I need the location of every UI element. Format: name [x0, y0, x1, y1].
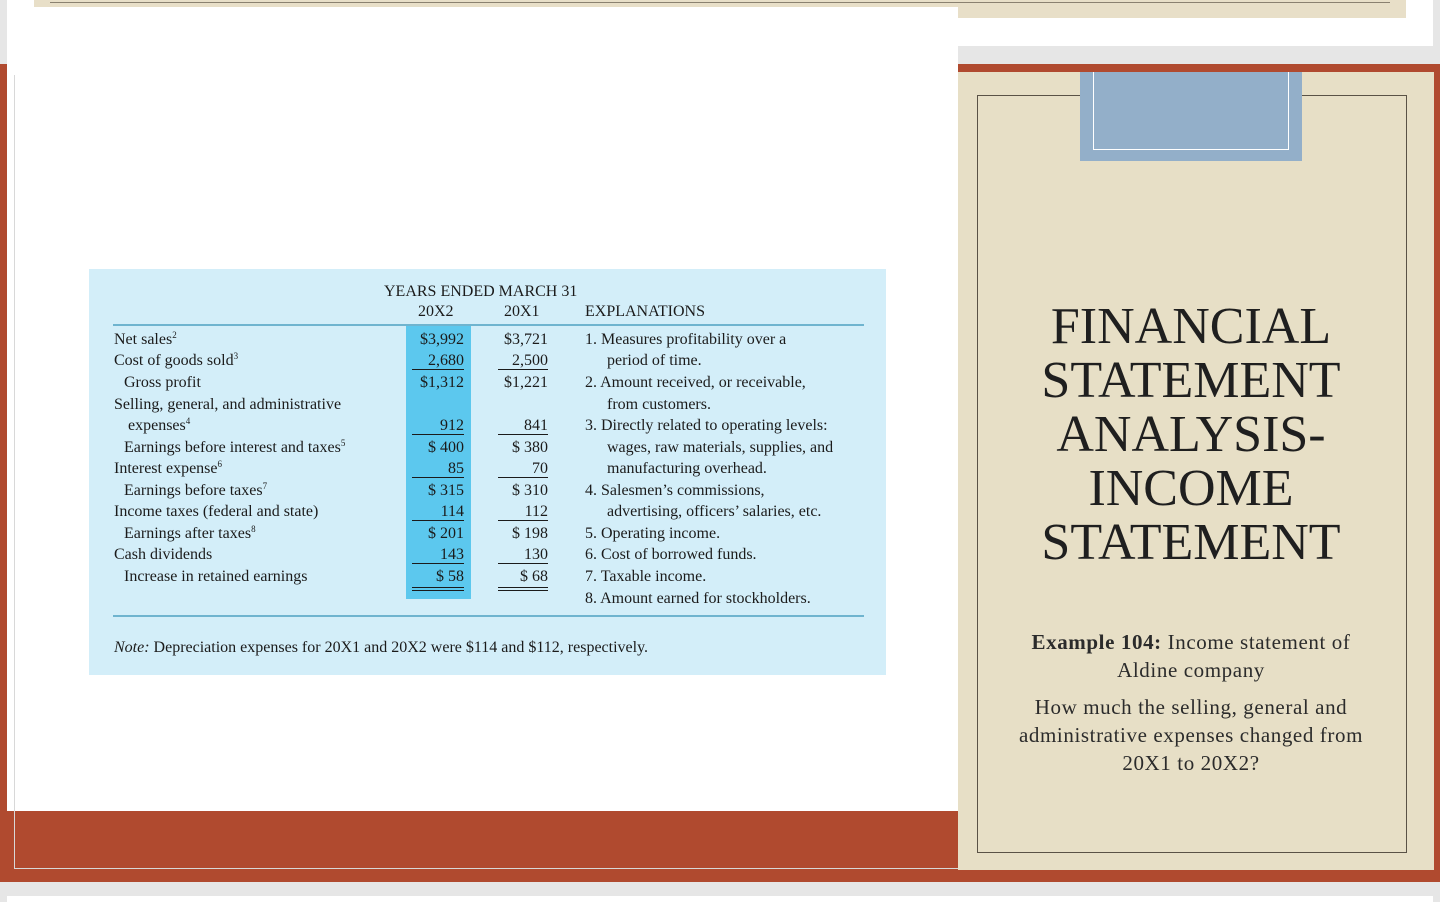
explanation-line: manufacturing overhead.: [607, 460, 767, 477]
example-line: [1005, 628, 1377, 684]
explanation-line: wages, raw materials, supplies, and: [607, 439, 834, 456]
row-label: Cash dividends: [114, 546, 213, 563]
value-20x2: 912: [440, 417, 464, 434]
explanation-line: advertising, officers’ salaries, etc.: [607, 503, 822, 520]
sum-rule: [498, 434, 548, 435]
explanation-line: 1. Measures profitability over a: [585, 331, 787, 348]
value-20x2: $3,992: [420, 331, 464, 348]
value-20x2: $ 201: [428, 525, 464, 542]
value-20x2: 114: [440, 503, 464, 520]
sum-rule: [498, 477, 548, 478]
sum-rule: [498, 520, 548, 521]
row-label: expenses$^4$: [128, 416, 191, 434]
explanation-line: 7. Taxable income.: [585, 568, 707, 585]
value-20x1: $ 68: [520, 568, 548, 585]
row-label: Net sales$^2$: [114, 330, 177, 348]
value-20x1: 130: [524, 546, 548, 563]
footer-rule: [113, 615, 864, 617]
value-20x2: $ 400: [428, 439, 464, 456]
explanation-line: 6. Cost of borrowed funds.: [585, 546, 757, 563]
note-label: Note:: [114, 639, 150, 656]
value-20x1: 112: [524, 503, 548, 520]
figure-note: [114, 639, 648, 657]
explanation-line: from customers.: [607, 396, 711, 413]
row-label: Increase in retained earnings: [124, 568, 308, 585]
value-20x2: 85: [448, 460, 464, 477]
sum-rule: [412, 520, 464, 521]
value-20x2: $ 315: [428, 482, 464, 499]
value-20x1: $3,721: [504, 331, 548, 348]
value-20x1: 70: [532, 460, 548, 477]
example-box: [1005, 628, 1377, 777]
value-20x2: 2,680: [428, 352, 464, 369]
explanations-header: EXPLANATIONS: [585, 303, 705, 320]
row-label: Gross profit: [124, 374, 201, 391]
row-label: Earnings before interest and taxes$^5$: [124, 438, 346, 456]
value-20x1: 841: [524, 417, 548, 434]
row-label: Cost of goods sold$^3$: [114, 351, 239, 369]
value-20x2: $ 58: [436, 568, 464, 585]
col-header-20x2: 20X2: [418, 303, 454, 320]
next-slide-edge: [7, 896, 1433, 902]
example-label: Example 104:: [1031, 630, 1162, 654]
col-header-20x1: 20X1: [504, 303, 540, 320]
explanation-line: 3. Directly related to operating levels:: [585, 417, 828, 434]
sum-rule: [498, 563, 548, 564]
explanation-line: 2. Amount received, or receivable,: [585, 374, 806, 391]
value-20x1: $ 380: [512, 439, 548, 456]
total-double-rule: [498, 587, 548, 588]
row-label: Earnings before taxes$^7$: [124, 481, 268, 499]
row-label: Selling, general, and administrative: [114, 396, 342, 413]
sum-rule: [412, 563, 464, 564]
years-header: YEARS ENDED MARCH 31: [384, 283, 578, 300]
row-label: Income taxes (federal and state): [114, 503, 319, 520]
slide-title: FINANCIAL STATEMENT ANALYSIS- INCOME STATEMENT: [1041, 298, 1341, 571]
value-20x2: $1,312: [420, 374, 464, 391]
note-text: Depreciation expenses for 20X1 and 20X2 were $114 and $112, respectively.: [153, 639, 649, 656]
sum-rule: [498, 369, 548, 370]
explanation-line: 8. Amount earned for stockholders.: [585, 590, 811, 607]
header-rule: [113, 324, 864, 326]
total-double-rule: [412, 587, 464, 588]
total-double-rule: [412, 590, 464, 591]
row-label: Interest expense$^6$: [114, 459, 223, 477]
row-label: Earnings after taxes$^8$: [124, 524, 256, 542]
value-20x1: $1,221: [504, 374, 548, 391]
sum-rule: [412, 434, 464, 435]
value-20x2: 143: [440, 546, 464, 563]
explanation-line: period of time.: [607, 352, 702, 369]
total-double-rule: [498, 590, 548, 591]
sum-rule: [412, 477, 464, 478]
example-text: Income statement of Aldine company: [1117, 630, 1351, 682]
sum-rule: [412, 369, 464, 370]
explanation-line: 4. Salesmen’s commissions,: [585, 482, 765, 499]
example-question: How much the selling, general and administrative expenses changed from 20X1 to 20X2?: [1018, 695, 1364, 775]
value-20x1: $ 310: [512, 482, 548, 499]
value-20x1: 2,500: [512, 352, 548, 369]
previous-slide-rule: [50, 2, 1390, 3]
value-20x1: $ 198: [512, 525, 548, 542]
income-statement-figure: [89, 269, 886, 675]
decorative-tab-inner: [1093, 72, 1289, 150]
explanation-line: 5. Operating income.: [585, 525, 721, 542]
